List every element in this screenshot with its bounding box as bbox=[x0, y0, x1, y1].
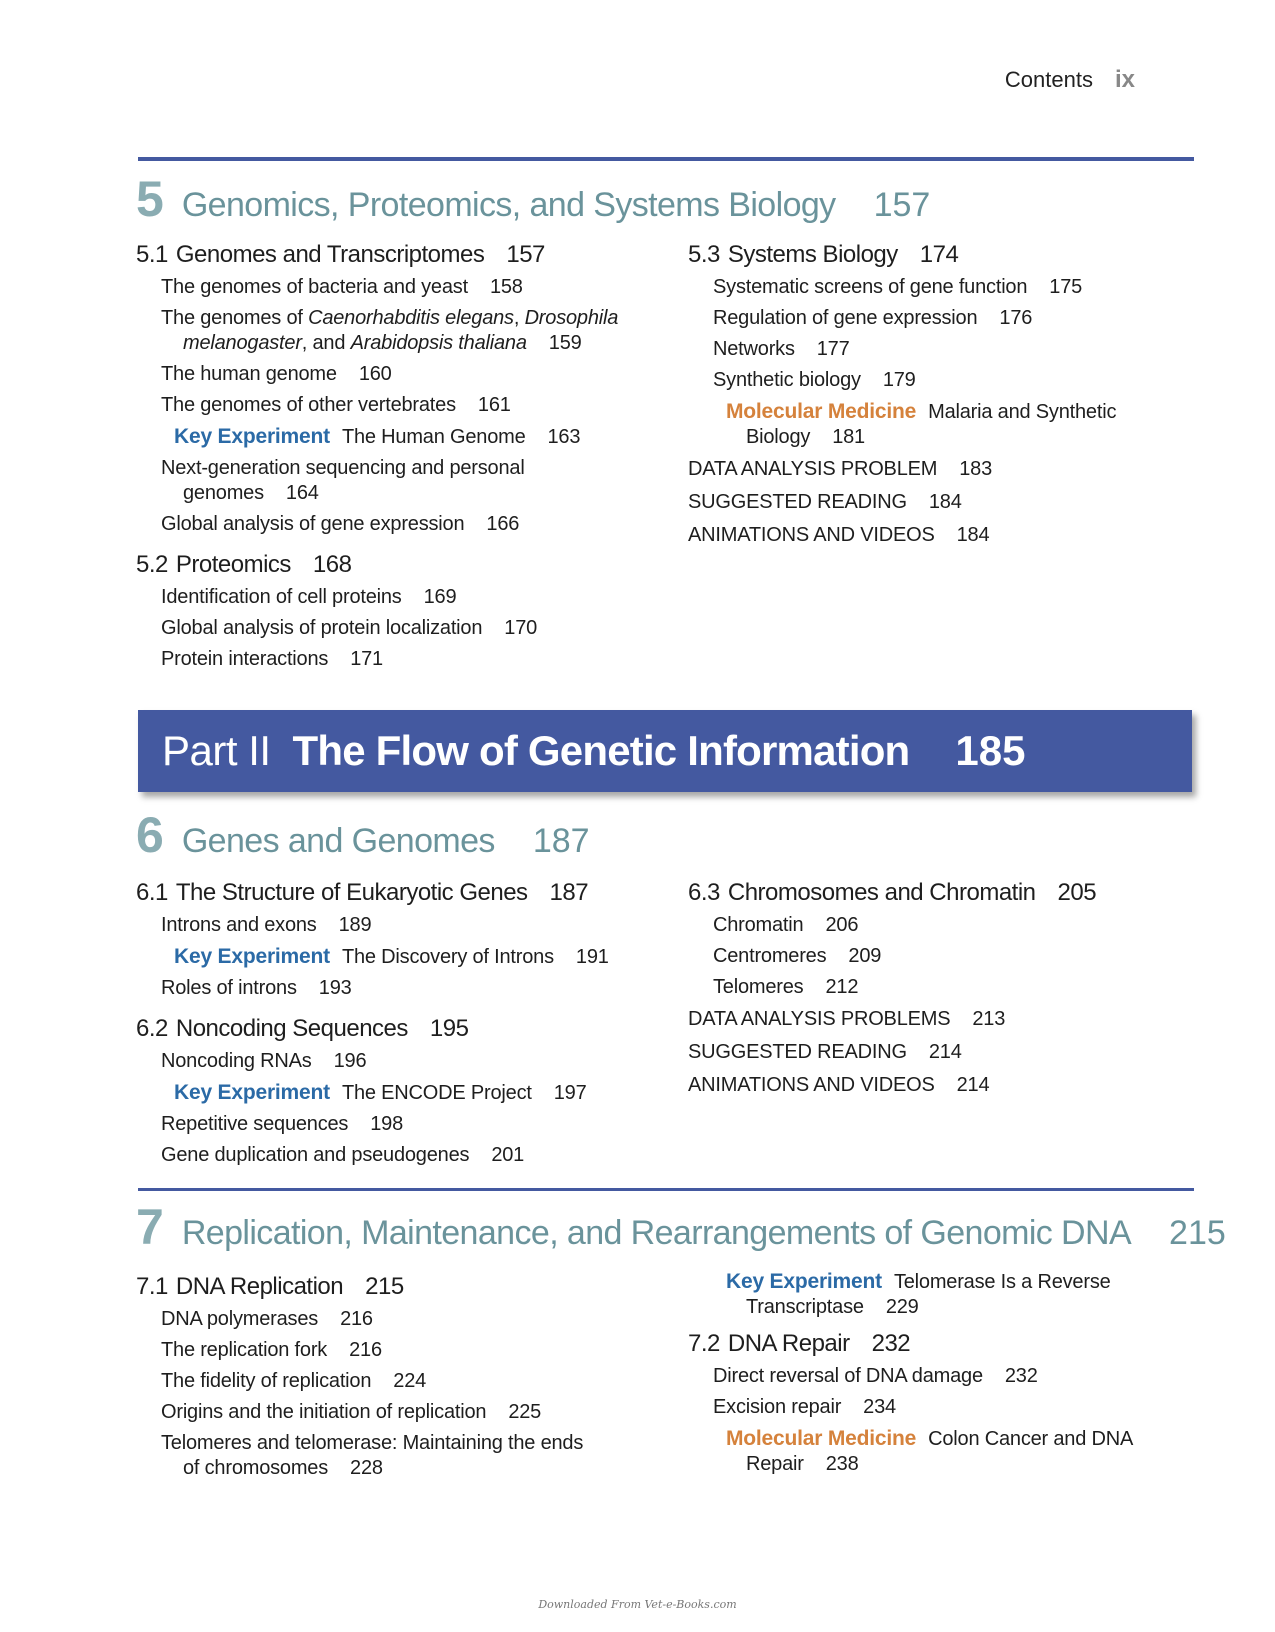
toc-entry[interactable] bbox=[136, 1397, 676, 1428]
section-title: Systems Biology bbox=[727, 241, 898, 268]
watermark: Downloaded From Vet-e-Books.com bbox=[538, 1598, 737, 1611]
entry-page: 193 bbox=[318, 977, 352, 999]
species-name: melanogaster bbox=[183, 332, 302, 354]
entry-text: The replication fork bbox=[161, 1339, 328, 1361]
entry-text: Telomerase Is a Reverse bbox=[893, 1271, 1111, 1293]
entry-page: 179 bbox=[882, 369, 916, 391]
entry-page: 169 bbox=[423, 586, 457, 608]
chapter-5-rule bbox=[138, 157, 1194, 161]
part-title: The Flow of Genetic Information bbox=[292, 727, 910, 774]
section-6-2[interactable] bbox=[136, 1012, 676, 1046]
toc-entry[interactable] bbox=[688, 334, 1188, 365]
entry-page: 191 bbox=[575, 946, 609, 968]
section-5-1[interactable] bbox=[136, 238, 676, 272]
entry-page: 197 bbox=[553, 1082, 587, 1104]
chapter-number: 5 bbox=[136, 171, 164, 227]
toc-entry[interactable] bbox=[688, 1392, 1188, 1423]
entry-text: Global analysis of protein localization bbox=[161, 617, 483, 639]
feature-tag: Key Experiment bbox=[174, 425, 330, 448]
entry-page: 216 bbox=[349, 1339, 382, 1361]
chapter-6-right-column bbox=[688, 876, 1188, 1102]
entry-text: DATA ANALYSIS PROBLEM bbox=[688, 458, 938, 480]
molecular-medicine-entry[interactable] bbox=[688, 1426, 1188, 1477]
entry-text: Origins and the initiation of replication bbox=[161, 1401, 487, 1423]
toc-entry[interactable] bbox=[136, 456, 676, 506]
entry-page: 183 bbox=[959, 458, 992, 480]
back-matter-entry[interactable] bbox=[688, 453, 1188, 486]
section-number: 6.3 bbox=[688, 879, 720, 906]
key-experiment-entry[interactable] bbox=[136, 941, 676, 973]
entry-text: Repetitive sequences bbox=[161, 1113, 349, 1135]
entry-text: Synthetic biology bbox=[713, 369, 861, 391]
entry-text: SUGGESTED READING bbox=[688, 491, 907, 513]
chapter-7-right-column bbox=[688, 1266, 1188, 1480]
entry-text: genomes bbox=[183, 482, 264, 504]
entry-page: 175 bbox=[1049, 276, 1083, 298]
entry-page: 216 bbox=[340, 1308, 373, 1330]
entry-page: 214 bbox=[956, 1074, 990, 1096]
running-head: Contents bbox=[1004, 67, 1093, 92]
toc-entry[interactable] bbox=[136, 1431, 676, 1481]
part-label: Part II bbox=[162, 727, 271, 774]
toc-entry[interactable] bbox=[136, 1335, 676, 1366]
entry-text: of chromosomes bbox=[183, 1457, 329, 1479]
chapter-6-left-column bbox=[136, 876, 676, 1171]
toc-entry[interactable] bbox=[136, 509, 676, 540]
entry-text: Malaria and Synthetic bbox=[928, 401, 1117, 423]
entry-page: 189 bbox=[338, 914, 372, 936]
entry-continuation bbox=[161, 1456, 676, 1481]
entry-text: The Human Genome bbox=[341, 426, 526, 448]
section-number: 7.1 bbox=[136, 1273, 168, 1300]
toc-entry[interactable] bbox=[136, 973, 676, 1004]
molecular-medicine-entry[interactable] bbox=[688, 399, 1188, 450]
entry-page: 228 bbox=[350, 1457, 383, 1479]
entry-page: 232 bbox=[1004, 1365, 1038, 1387]
entry-text: SUGGESTED READING bbox=[688, 1041, 907, 1063]
section-title: Proteomics bbox=[175, 551, 291, 578]
chapter-number: 7 bbox=[136, 1199, 164, 1255]
feature-tag: Key Experiment bbox=[174, 1081, 330, 1104]
toc-entry[interactable] bbox=[136, 1366, 676, 1397]
entry-text: Telomeres bbox=[713, 976, 804, 998]
section-page: 174 bbox=[919, 241, 959, 268]
back-matter-entry[interactable] bbox=[688, 1003, 1188, 1036]
entry-page: 206 bbox=[825, 914, 859, 936]
entry-page: 163 bbox=[547, 426, 581, 448]
toc-entry[interactable] bbox=[688, 272, 1188, 303]
chapter-5-right-column bbox=[688, 238, 1188, 552]
section-number: 7.2 bbox=[688, 1330, 720, 1357]
entry-text: Systematic screens of gene function bbox=[713, 276, 1028, 298]
entry-page: 212 bbox=[825, 976, 859, 998]
entry-page: 225 bbox=[508, 1401, 542, 1423]
entry-page: 229 bbox=[885, 1296, 919, 1318]
chapter-number: 6 bbox=[136, 807, 164, 863]
section-page: 215 bbox=[365, 1273, 404, 1300]
chapter-page: 157 bbox=[873, 186, 931, 224]
entry-page: 171 bbox=[350, 648, 383, 670]
section-page: 187 bbox=[549, 879, 589, 906]
section-6-3[interactable] bbox=[688, 876, 1188, 910]
chapter-6-heading[interactable] bbox=[136, 806, 590, 864]
section-number: 5.1 bbox=[136, 241, 168, 268]
entry-text: The genomes of bbox=[161, 307, 309, 329]
entry-text: The fidelity of replication bbox=[161, 1370, 372, 1392]
entry-text: Chromatin bbox=[713, 914, 804, 936]
chapter-page: 187 bbox=[532, 822, 590, 860]
entry-text: The genomes of other vertebrates bbox=[161, 394, 456, 416]
part-2-banner[interactable] bbox=[138, 710, 1192, 792]
entry-page: 214 bbox=[928, 1041, 962, 1063]
entry-continuation bbox=[161, 331, 676, 356]
entry-page: 184 bbox=[928, 491, 962, 513]
section-6-1[interactable] bbox=[136, 876, 676, 910]
entry-page: 170 bbox=[504, 617, 538, 639]
species-name: Caenorhabditis elegans bbox=[308, 307, 514, 329]
part-page: 185 bbox=[955, 727, 1026, 774]
toc-entry[interactable] bbox=[136, 1046, 676, 1077]
toc-entry[interactable] bbox=[136, 1109, 676, 1140]
entry-continuation bbox=[726, 425, 1188, 450]
feature-tag: Key Experiment bbox=[174, 945, 330, 968]
section-number: 6.1 bbox=[136, 879, 168, 906]
entry-text: DATA ANALYSIS PROBLEMS bbox=[688, 1008, 951, 1030]
toc-entry[interactable] bbox=[136, 306, 676, 356]
entry-text: Repair bbox=[746, 1453, 804, 1475]
toc-entry[interactable] bbox=[688, 303, 1188, 334]
back-matter-entry[interactable] bbox=[688, 1036, 1188, 1069]
toc-entry[interactable] bbox=[136, 910, 676, 941]
entry-page: 196 bbox=[333, 1050, 367, 1072]
section-title: Genomes and Transcriptomes bbox=[175, 241, 485, 268]
entry-text: Colon Cancer and DNA bbox=[928, 1428, 1134, 1450]
chapter-7-left-column bbox=[136, 1270, 676, 1484]
back-matter-entry[interactable] bbox=[688, 486, 1188, 519]
entry-text: Gene duplication and pseudogenes bbox=[161, 1144, 470, 1166]
chapter-5-left-column bbox=[136, 238, 676, 675]
species-name: Drosophila bbox=[524, 307, 619, 329]
entry-text: , and bbox=[301, 332, 351, 354]
entry-continuation bbox=[726, 1452, 1188, 1477]
entry-page: 160 bbox=[358, 363, 392, 385]
entry-text: Next-generation sequencing and personal bbox=[161, 457, 525, 479]
entry-page: 181 bbox=[832, 426, 865, 448]
chapter-7-heading[interactable] bbox=[136, 1198, 1226, 1256]
chapter-5-heading[interactable] bbox=[136, 170, 930, 228]
key-experiment-entry[interactable] bbox=[688, 1269, 1188, 1320]
toc-entry[interactable] bbox=[136, 644, 676, 675]
toc-entry[interactable] bbox=[136, 359, 676, 390]
entry-text: DNA polymerases bbox=[161, 1308, 319, 1330]
toc-entry[interactable] bbox=[688, 941, 1188, 972]
entry-page: 177 bbox=[816, 338, 850, 360]
section-page: 232 bbox=[871, 1330, 911, 1357]
section-title: Chromosomes and Chromatin bbox=[727, 879, 1036, 906]
entry-text: The genomes of bacteria and yeast bbox=[161, 276, 468, 298]
toc-entry[interactable] bbox=[136, 582, 676, 613]
entry-text: The Discovery of Introns bbox=[341, 946, 554, 968]
chapter-title: Genomics, Proteomics, and Systems Biology bbox=[181, 186, 836, 224]
key-experiment-entry[interactable] bbox=[136, 421, 676, 453]
entry-page: 161 bbox=[477, 394, 511, 416]
section-title: The Structure of Eukaryotic Genes bbox=[175, 879, 528, 906]
section-number: 5.2 bbox=[136, 551, 168, 578]
entry-text: Biology bbox=[746, 426, 811, 448]
entry-page: 234 bbox=[863, 1396, 896, 1418]
page-number: ix bbox=[1114, 66, 1135, 93]
section-page: 195 bbox=[429, 1015, 469, 1042]
toc-entry[interactable] bbox=[136, 390, 676, 421]
entry-text: Networks bbox=[713, 338, 795, 360]
entry-text: Transcriptase bbox=[746, 1296, 864, 1318]
entry-text: Protein interactions bbox=[161, 648, 329, 670]
species-name: Arabidopsis thaliana bbox=[350, 332, 527, 354]
entry-text: , bbox=[513, 307, 525, 329]
section-number: 5.3 bbox=[688, 241, 720, 268]
section-page: 205 bbox=[1057, 879, 1097, 906]
entry-continuation bbox=[161, 481, 676, 506]
entry-text: Direct reversal of DNA damage bbox=[713, 1365, 983, 1387]
back-matter-entry[interactable] bbox=[688, 1069, 1188, 1102]
entry-text: Noncoding RNAs bbox=[161, 1050, 312, 1072]
section-title: DNA Replication bbox=[175, 1273, 344, 1300]
toc-entry[interactable] bbox=[136, 272, 676, 303]
toc-entry[interactable] bbox=[136, 1304, 676, 1335]
entry-text: The ENCODE Project bbox=[341, 1082, 532, 1104]
entry-text: ANIMATIONS AND VIDEOS bbox=[688, 524, 935, 546]
key-experiment-entry[interactable] bbox=[136, 1077, 676, 1109]
feature-tag: Key Experiment bbox=[726, 1270, 882, 1293]
entry-page: 158 bbox=[489, 276, 523, 298]
section-page: 157 bbox=[506, 241, 545, 268]
entry-page: 164 bbox=[285, 482, 319, 504]
page-header bbox=[1005, 66, 1135, 94]
entry-page: 184 bbox=[956, 524, 990, 546]
section-title: DNA Repair bbox=[727, 1330, 850, 1357]
section-7-2[interactable] bbox=[688, 1327, 1188, 1361]
section-title: Noncoding Sequences bbox=[175, 1015, 408, 1042]
entry-continuation bbox=[726, 1295, 1188, 1320]
section-7-1[interactable] bbox=[136, 1270, 676, 1304]
entry-page: 166 bbox=[486, 513, 520, 535]
feature-tag: Molecular Medicine bbox=[726, 400, 917, 423]
entry-text: Telomeres and telomerase: Maintaining the ends bbox=[161, 1432, 584, 1454]
feature-tag: Molecular Medicine bbox=[726, 1427, 917, 1450]
chapter-title: Replication, Maintenance, and Rearrangements of Genomic DNA bbox=[181, 1214, 1132, 1252]
entry-page: 209 bbox=[848, 945, 882, 967]
entry-text: Centromeres bbox=[713, 945, 827, 967]
entry-text: The human genome bbox=[161, 363, 337, 385]
entry-page: 159 bbox=[548, 332, 582, 354]
back-matter-entry[interactable] bbox=[688, 519, 1188, 552]
entry-page: 201 bbox=[491, 1144, 525, 1166]
section-number: 6.2 bbox=[136, 1015, 168, 1042]
entry-text: Excision repair bbox=[713, 1396, 842, 1418]
chapter-7-rule bbox=[138, 1188, 1194, 1191]
chapter-title: Genes and Genomes bbox=[181, 822, 495, 860]
entry-text: Identification of cell proteins bbox=[161, 586, 402, 608]
section-page: 168 bbox=[312, 551, 352, 578]
toc-entry[interactable] bbox=[136, 1140, 676, 1171]
entry-text: Roles of introns bbox=[161, 977, 297, 999]
section-5-2[interactable] bbox=[136, 548, 676, 582]
entry-page: 213 bbox=[972, 1008, 1006, 1030]
chapter-page: 215 bbox=[1169, 1214, 1226, 1252]
toc-entry[interactable] bbox=[688, 1361, 1188, 1392]
entry-text: ANIMATIONS AND VIDEOS bbox=[688, 1074, 935, 1096]
entry-text: Regulation of gene expression bbox=[713, 307, 978, 329]
toc-entry[interactable] bbox=[136, 613, 676, 644]
entry-text: Introns and exons bbox=[161, 914, 317, 936]
entry-text: Global analysis of gene expression bbox=[161, 513, 465, 535]
toc-entry[interactable] bbox=[688, 972, 1188, 1003]
toc-entry[interactable] bbox=[688, 365, 1188, 396]
entry-page: 238 bbox=[825, 1453, 859, 1475]
entry-page: 198 bbox=[370, 1113, 404, 1135]
section-5-3[interactable] bbox=[688, 238, 1188, 272]
toc-entry[interactable] bbox=[688, 910, 1188, 941]
entry-page: 224 bbox=[393, 1370, 427, 1392]
entry-page: 176 bbox=[999, 307, 1033, 329]
